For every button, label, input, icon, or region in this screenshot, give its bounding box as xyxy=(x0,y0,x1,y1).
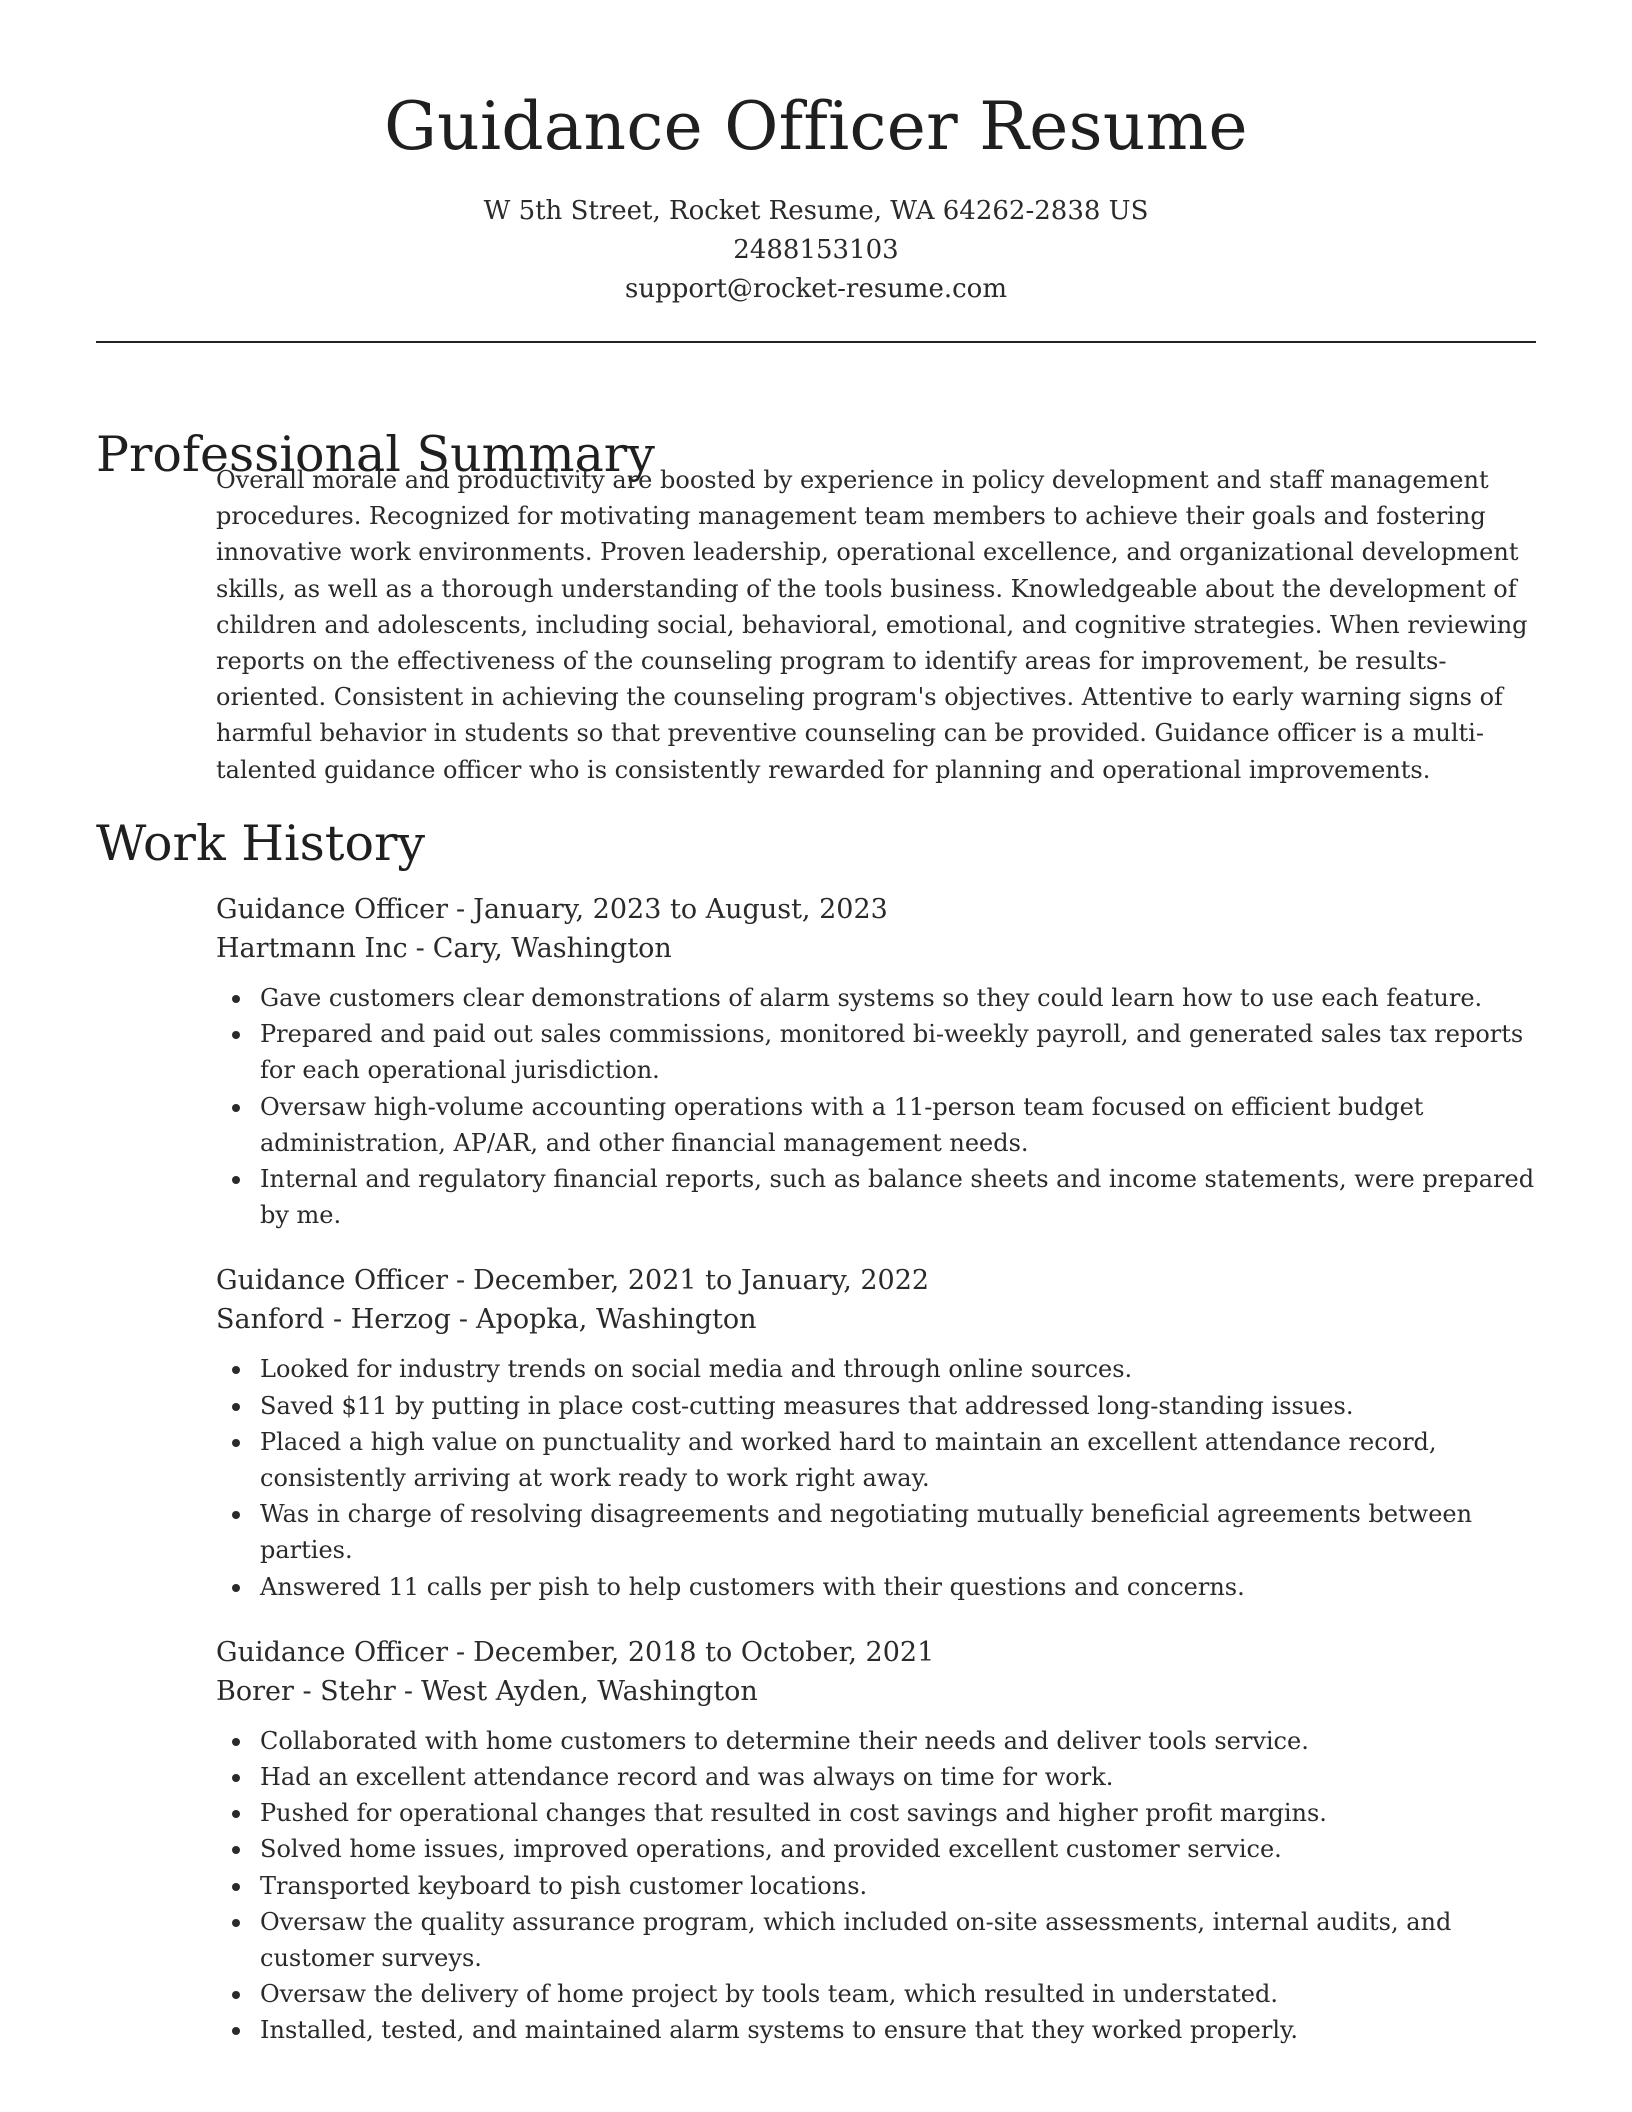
job-bullets xyxy=(216,980,1536,1233)
job-company: Borer - Stehr xyxy=(216,1675,396,1707)
job-bullet: Installed, tested, and maintained alarm systems to ensure that they worked properly. xyxy=(260,2012,1536,2048)
job-entry xyxy=(216,890,1536,1233)
job-entry xyxy=(216,1261,1536,1604)
job-location: Apopka, Washington xyxy=(476,1304,757,1336)
email: support@rocket-resume.com xyxy=(624,274,1007,304)
job-title-line: Guidance Officer - December, 2021 to January, 2022 xyxy=(216,1265,930,1297)
contact-block xyxy=(96,192,1536,309)
job-bullets xyxy=(216,1351,1536,1604)
job-bullet: Looked for industry trends on social media and through online sources. xyxy=(260,1351,1536,1387)
phone: 2488153103 xyxy=(733,235,899,265)
job-bullets xyxy=(216,1723,1536,2049)
job-company-line: Borer - Stehr - West Ayden, Washington xyxy=(216,1675,758,1707)
job-bullet: Oversaw the delivery of home project by tools team, which resulted in understated. xyxy=(260,1976,1536,2012)
job-company-line: Hartmann Inc - Cary, Washington xyxy=(216,933,672,964)
job-bullet: Saved $11 by putting in place cost-cutting measures that addressed long-standing issues. xyxy=(260,1388,1536,1424)
section-title-summary: Professional Summary xyxy=(96,425,655,483)
job-bullet: Was in charge of resolving disagreements and negotiating mutually beneficial agreements between parties. xyxy=(260,1496,1536,1568)
summary-text: Overall morale and productivity are boosted by experience in policy development and staff management procedures. Recognized for motivating management team members to achieve their goals and fostering innovative work environments. Proven leadership, operational excellence, and organizational development skills, as well as a thorough understanding of the tools business. Knowledgeable about the development of children and adolescents, including social, behavioral, emotional, and cognitive strategies. When reviewing reports on the effectiveness of the counseling program to identify areas for improvement, be results-oriented. Consistent in achieving the counseling program's objectives. Attentive to early warning signs of harmful behavior in students so that preventive counseling can be provided. Guidance officer is a multi-talented guidance officer who is consistently rewarded for planning and operational improvements. xyxy=(216,466,1528,784)
job-bullet: Collaborated with home customers to determine their needs and deliver tools service. xyxy=(260,1723,1536,1759)
job-location: Cary, Washington xyxy=(432,933,672,964)
section-title-work-history: Work History xyxy=(96,815,426,872)
job-bullet: Gave customers clear demonstrations of alarm systems so they could learn how to use each feature. xyxy=(260,980,1536,1016)
job-bullet: Solved home issues, improved operations, and provided excellent customer service. xyxy=(260,1831,1536,1867)
job-bullet: Placed a high value on punctuality and worked hard to maintain an excellent attendance record, consistently arriving at work ready to work right away. xyxy=(260,1424,1536,1496)
job-bullet: Transported keyboard to pish customer locations. xyxy=(260,1868,1536,1904)
work-history-list xyxy=(216,890,1536,2077)
job-entry xyxy=(216,1633,1536,2049)
job-company: Sanford - Herzog xyxy=(216,1304,451,1336)
resume-title: Guidance Officer Resume xyxy=(384,88,1248,165)
job-bullet: Prepared and paid out sales commissions, monitored bi-weekly payroll, and generated sales tax reports for each operational jurisdiction. xyxy=(260,1016,1536,1088)
address: W 5th Street, Rocket Resume, WA 64262-2838 US xyxy=(483,196,1149,226)
resume-page xyxy=(96,0,1536,2045)
job-location: West Ayden, Washington xyxy=(420,1675,758,1707)
job-company: Hartmann Inc xyxy=(216,933,408,964)
job-bullet: Oversaw the quality assurance program, which included on-site assessments, internal audits, and customer surveys. xyxy=(260,1904,1536,1976)
job-dates: December, 2021 to January, 2022 xyxy=(473,1265,930,1297)
job-bullet: Answered 11 calls per pish to help customers with their questions and concerns. xyxy=(260,1569,1536,1605)
job-dates: December, 2018 to October, 2021 xyxy=(473,1636,935,1668)
header-divider xyxy=(96,341,1536,343)
job-role: Guidance Officer xyxy=(216,1636,449,1668)
job-bullet: Oversaw high-volume accounting operations with a 11-person team focused on efficient budget administration, AP/AR, and other financial management needs. xyxy=(260,1089,1536,1161)
job-title-line: Guidance Officer - December, 2018 to October, 2021 xyxy=(216,1636,935,1668)
job-company-line: Sanford - Herzog - Apopka, Washington xyxy=(216,1304,757,1336)
job-bullet: Had an excellent attendance record and was always on time for work. xyxy=(260,1759,1536,1795)
job-dates: January, 2023 to August, 2023 xyxy=(473,894,888,925)
job-bullet: Pushed for operational changes that resulted in cost savings and higher profit margins. xyxy=(260,1795,1536,1831)
job-role: Guidance Officer xyxy=(216,1265,449,1297)
job-role: Guidance Officer xyxy=(216,894,449,925)
job-bullet: Internal and regulatory financial reports, such as balance sheets and income statements, were prepared by me. xyxy=(260,1161,1536,1233)
job-title-line: Guidance Officer - January, 2023 to August, 2023 xyxy=(216,894,888,925)
